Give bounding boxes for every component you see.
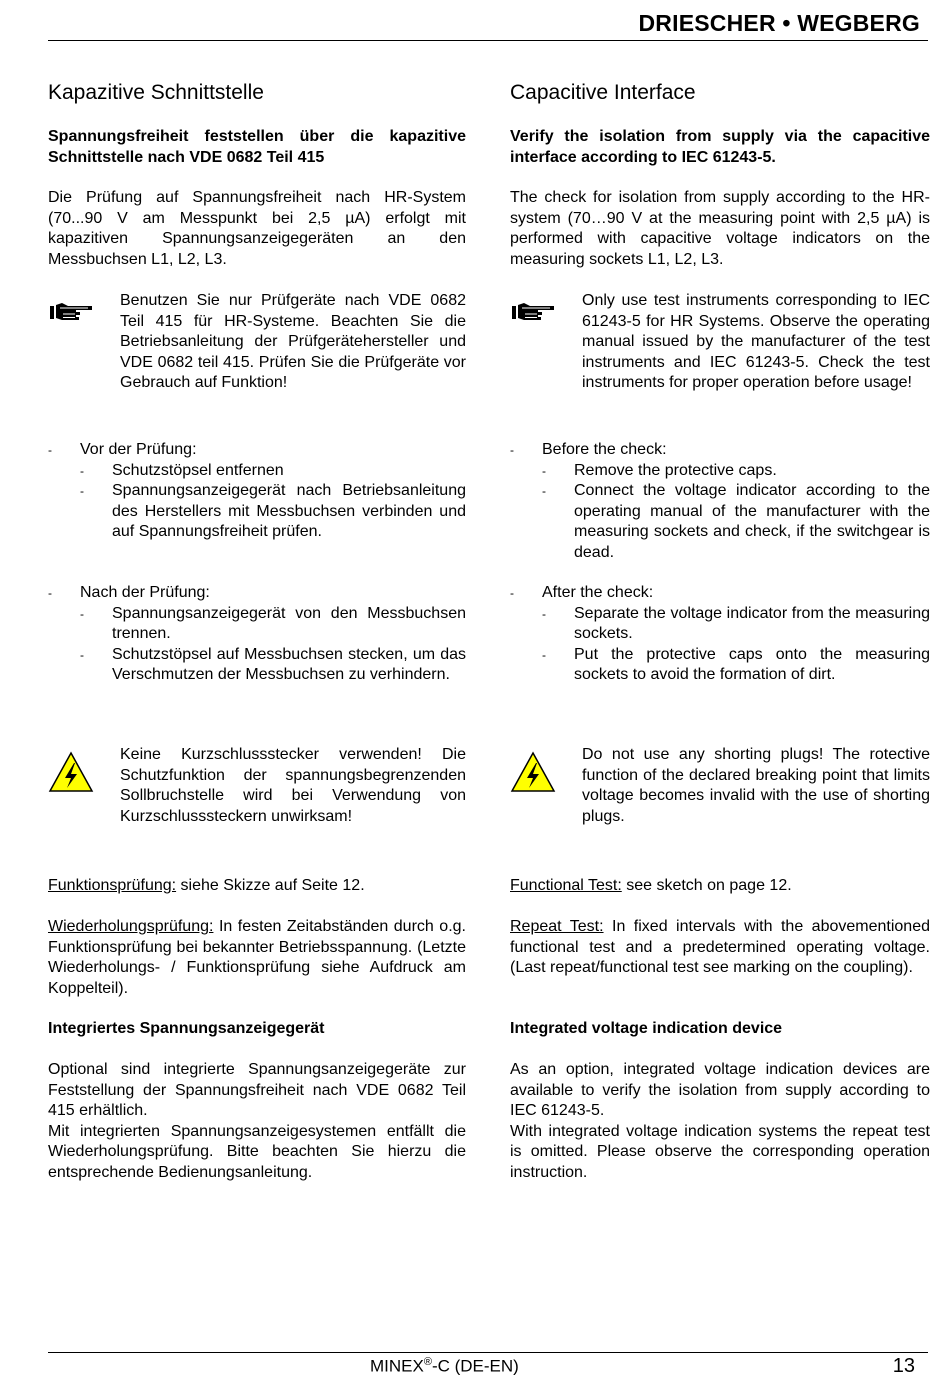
integrated-device-title: Integrated voltage indication device xyxy=(510,1020,783,1037)
list-item: Separate the voltage indicator from the measuring sockets. xyxy=(574,604,930,642)
list-label: Before the check: xyxy=(542,441,667,458)
list-label: Vor der Prüfung: xyxy=(80,441,197,458)
section-title: Kapazitive Schnittstelle xyxy=(48,81,264,104)
note-text: Benutzen Sie nur Prüfgeräte nach VDE 0682 Teil 415 für HR-Systeme. Beachten Sie die Betriebsanleitung der Prüfgerätehersteller und VDE 0682 teil 415. Prüfen Sie die Prüfgeräte vor Gebrauch auf Funktion! xyxy=(120,292,466,391)
after-check-list: - After the check: - Separate the voltage indicator from the measuring sockets. - Put the protective caps onto the measuring sockets to avoid the formation of dirt. xyxy=(510,584,930,683)
list-item: Schutzstöpsel auf Messbuchsen stecken, um das Verschmutzen der Messbuchsen zu verhindern. xyxy=(112,645,466,683)
list-item: Remove the protective caps. xyxy=(574,461,777,479)
functional-test-label: Functional Test: xyxy=(510,877,622,894)
repeat-test-text: In festen Zeitabständen durch o.g. Funktionsprüfung bei bekannter Betriebsspannung. (Letzte Wiederholungs- / Funktionsprüfung siehe Aufdruck am Koppelteil). xyxy=(48,918,466,997)
integrated-device-paragraph: As an option, integrated voltage indication devices are available to verify the isolation from supply according to IEC 61243-5. xyxy=(510,1061,930,1119)
list-label: After the check: xyxy=(542,584,654,601)
before-check-list: - Before the check: - Remove the protective caps. - Connect the voltage indicator according to the operating manual of the manufacturer with the measuring sockets and check, if the switchgear is dead. xyxy=(510,441,930,561)
warning-text: Do not use any shorting plugs! The rotective function of the declared breaking point that limits voltage becomes invalid with the use of shorting plugs. xyxy=(582,746,930,825)
functional-test-text: see sketch on page 12. xyxy=(621,877,792,894)
integrated-device-title: Integriertes Spannungsanzeigegerät xyxy=(48,1020,325,1037)
section-title: Capacitive Interface xyxy=(510,81,696,104)
brand-header: DRIESCHER • WEGBERG xyxy=(638,10,920,36)
integrated-device-paragraph: Mit integrierten Spannungsanzeigesystemen entfällt die Wiederholungsprüfung. Bitte beachten Sie hierzu die entsprechende Bedienungsanleitung. xyxy=(48,1122,466,1181)
footer-rule xyxy=(48,1352,928,1353)
integrated-device-paragraph: Optional sind integrierte Spannungsanzeigegeräte zur Feststellung der Spannungsfreiheit nach VDE 0682 Teil 415 erhältlich. xyxy=(48,1061,466,1119)
note-block xyxy=(510,291,930,394)
list-item: Spannungsanzeigegerät nach Betriebsanleitung des Herstellers mit Messbuchsen verbinden und auf Spannungsfreiheit prüfen. xyxy=(112,482,466,540)
before-check-list: - Vor der Prüfung: - Schutzstöpsel entfernen - Spannungsanzeigegerät nach Betriebsanleitung des Herstellers mit Messbuchsen verbinden und auf Spannungsfreiheit prüfen. xyxy=(48,441,466,540)
integrated-device-paragraph: With integrated voltage indication systems the repeat test is omitted. Please observe the corresponding operation instruction. xyxy=(510,1122,930,1181)
section-subtitle: Spannungsfreiheit feststellen über die kapazitive Schnittstelle nach VDE 0682 Teil 415 xyxy=(48,128,466,166)
list-item: Spannungsanzeigegerät von den Messbuchsen trennen. xyxy=(112,604,466,642)
high-voltage-warning-icon xyxy=(48,751,94,793)
list-item: Connect the voltage indicator according to the operating manual of the manufacturer with the measuring sockets and check, if the switchgear is dead. xyxy=(574,482,930,561)
intro-paragraph: Die Prüfung auf Spannungsfreiheit nach HR-System (70...90 V am Messpunkt bei 2,5 µA) erfolgt mit kapazitiven Spannungsanzeigegeräten an den Messbuchsen L1, L2, L3. xyxy=(48,189,466,268)
note-text: Only use test instruments corresponding to IEC 61243-5 for HR Systems. Observe the operating manual issued by the manufacturer of the test instruments and IEC 61243-5. Check the test instruments for proper operation before usage! xyxy=(582,292,930,391)
page-number: 13 xyxy=(892,1355,915,1377)
repeat-test-label: Wiederholungsprüfung: xyxy=(48,918,214,935)
section-subtitle: Verify the isolation from supply via the capacitive interface according to IEC 61243-5. xyxy=(510,128,930,166)
warning-block xyxy=(510,745,930,827)
warning-text: Keine Kurzschlussstecker verwenden! Die Schutzfunktion der spannungsbegrenzenden Sollbruchstelle wird bei Verwendung von Kurzschlusssteckern unwirksam! xyxy=(120,746,466,825)
note-block xyxy=(48,291,466,394)
footer-product-name xyxy=(370,1356,519,1377)
pointing-hand-icon xyxy=(48,297,94,325)
list-item: Schutzstöpsel entfernen xyxy=(112,461,284,479)
product-name: MINEX xyxy=(370,1356,424,1376)
header-rule xyxy=(48,40,928,41)
functional-test-text: siehe Skizze auf Seite 12. xyxy=(176,877,365,894)
functional-test-label: Funktionsprüfung: xyxy=(48,877,177,894)
product-variant: -C (DE-EN) xyxy=(431,1356,519,1376)
intro-paragraph: The check for isolation from supply according to the HR-system (70…90 V at the measuring point with 2,5 µA) is performed with capacitive voltage indicators on the measuring sockets L1, L2, L3. xyxy=(510,189,930,268)
pointing-hand-icon xyxy=(510,297,556,325)
list-item: Put the protective caps onto the measuring sockets to avoid the formation of dirt. xyxy=(574,645,930,683)
high-voltage-warning-icon xyxy=(510,751,556,793)
registered-mark: ® xyxy=(423,1356,432,1368)
warning-block xyxy=(48,745,466,827)
repeat-test-text: In fixed intervals with the abovementioned functional test and a predetermined operating voltage. (Last repeat/functional test see marking on the coupling). xyxy=(510,918,930,976)
repeat-test-label: Repeat Test: xyxy=(510,918,604,935)
list-label: Nach der Prüfung: xyxy=(80,584,210,601)
after-check-list: - Nach der Prüfung: - Spannungsanzeigegerät von den Messbuchsen trennen. - Schutzstöpsel auf Messbuchsen stecken, um das Verschmutzen der Messbuchsen zu verhindern. xyxy=(48,584,466,683)
